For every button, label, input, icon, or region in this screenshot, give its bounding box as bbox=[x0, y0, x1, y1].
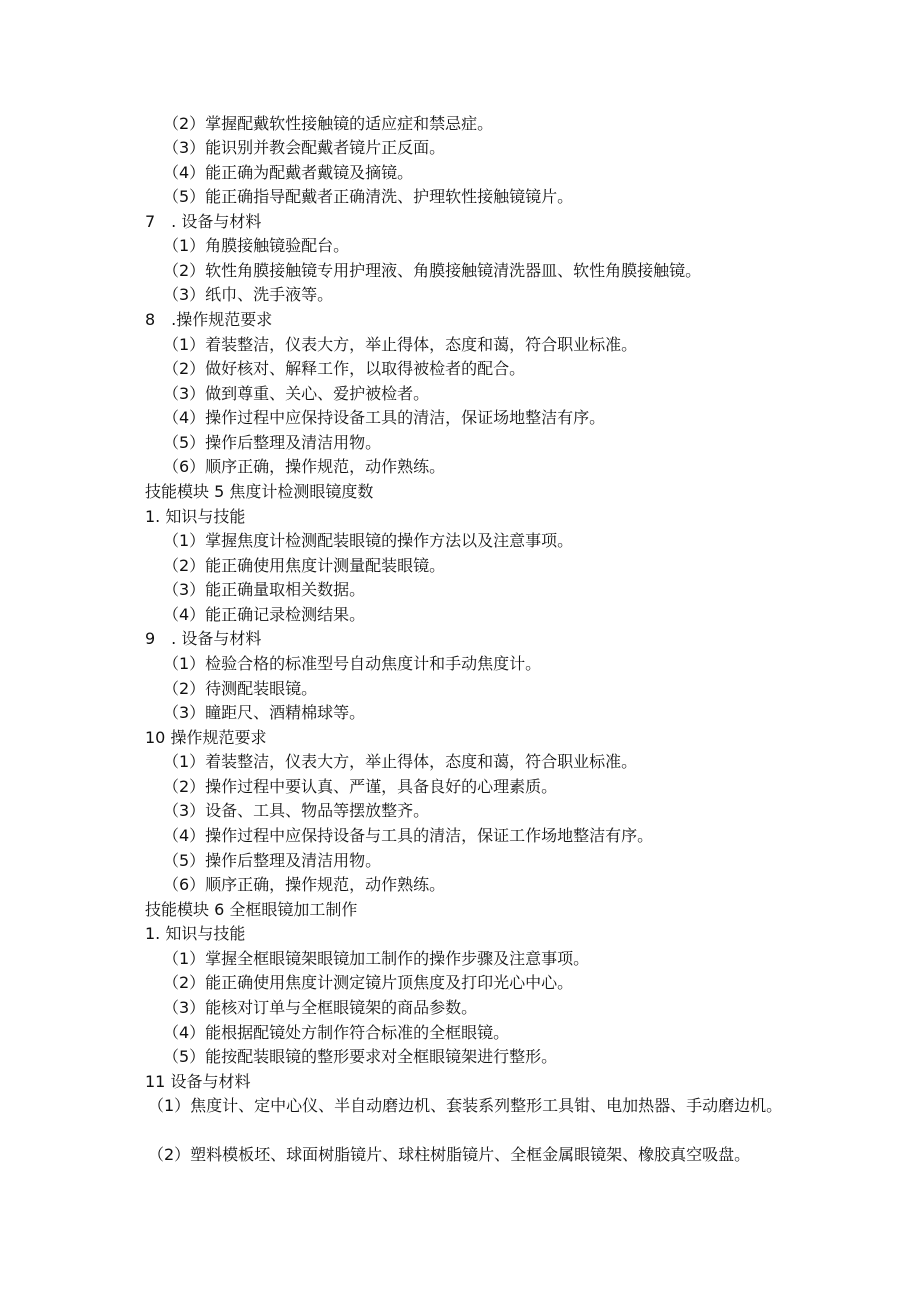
section-heading: 11 设备与材料 bbox=[145, 1072, 251, 1091]
section-heading: 10 操作规范要求 bbox=[145, 728, 267, 747]
list-item: （3）能正确量取相关数据。 bbox=[163, 580, 366, 599]
list-item: （3）瞳距尺、酒精棉球等。 bbox=[163, 703, 366, 722]
list-item: （3）做到尊重、关心、爱护被检者。 bbox=[163, 384, 430, 403]
section-heading: 9 . 设备与材料 bbox=[145, 629, 262, 648]
list-item: （4）操作过程中应保持设备工具的清洁，保证场地整洁有序。 bbox=[163, 408, 606, 427]
list-item: （4）能根据配镜处方制作符合标准的全框眼镜。 bbox=[163, 1023, 510, 1042]
list-item: （5）操作后整理及清洁用物。 bbox=[163, 851, 382, 870]
list-item: （1）检验合格的标准型号自动焦度计和手动焦度计。 bbox=[163, 654, 542, 673]
list-item: （3）能核对订单与全框眼镜架的商品参数。 bbox=[163, 998, 478, 1017]
list-item: （3）纸巾、洗手液等。 bbox=[163, 285, 334, 304]
list-item: （2）做好核对、解释工作，以取得被检者的配合。 bbox=[163, 359, 526, 378]
list-item: （6）顺序正确，操作规范，动作熟练。 bbox=[163, 457, 446, 476]
list-item: （4）能正确为配戴者戴镜及摘镜。 bbox=[163, 163, 414, 182]
module-title: 技能模块 6 全框眼镜加工制作 bbox=[145, 900, 358, 919]
section-heading: 1. 知识与技能 bbox=[145, 507, 246, 526]
list-paragraph: （1）焦度计、定中心仪、半自动磨边机、套装系列整形工具钳、电加热器、手动磨边机。 bbox=[148, 1096, 783, 1115]
list-item: （5）操作后整理及清洁用物。 bbox=[163, 433, 382, 452]
list-item: （1）着装整洁，仪表大方，举止得体，态度和蔼，符合职业标准。 bbox=[163, 335, 638, 354]
list-item: （1）着装整洁，仪表大方，举止得体，态度和蔼，符合职业标准。 bbox=[163, 752, 638, 771]
section-heading: 8 .操作规范要求 bbox=[145, 310, 273, 329]
list-item: （3）能识别并教会配戴者镜片正反面。 bbox=[163, 138, 446, 157]
list-item: （2）能正确使用焦度计测定镜片顶焦度及打印光心中心。 bbox=[163, 973, 574, 992]
list-item: （2）掌握配戴软性接触镜的适应症和禁忌症。 bbox=[163, 114, 494, 133]
list-item: （2）待测配装眼镜。 bbox=[163, 679, 318, 698]
list-item: （1）掌握焦度计检测配装眼镜的操作方法以及注意事项。 bbox=[163, 531, 574, 550]
list-item: （5）能正确指导配戴者正确清洗、护理软性接触镜镜片。 bbox=[163, 187, 574, 206]
list-paragraph: （2）塑料模板坯、球面树脂镜片、球柱树脂镜片、全框金属眼镜架、橡胶真空吸盘。 bbox=[148, 1145, 751, 1164]
section-heading: 1. 知识与技能 bbox=[145, 924, 246, 943]
list-item: （5）能按配装眼镜的整形要求对全框眼镜架进行整形。 bbox=[163, 1047, 558, 1066]
list-item: （1）角膜接触镜验配台。 bbox=[163, 236, 350, 255]
list-item: （2）操作过程中要认真、严谨，具备良好的心理素质。 bbox=[163, 777, 558, 796]
list-item: （6）顺序正确，操作规范，动作熟练。 bbox=[163, 875, 446, 894]
list-item: （4）操作过程中应保持设备与工具的清洁，保证工作场地整洁有序。 bbox=[163, 826, 654, 845]
section-heading: 7 . 设备与材料 bbox=[145, 212, 262, 231]
module-title: 技能模块 5 焦度计检测眼镜度数 bbox=[145, 482, 374, 501]
list-item: （1）掌握全框眼镜架眼镜加工制作的操作步骤及注意事项。 bbox=[163, 949, 590, 968]
list-item: （3）设备、工具、物品等摆放整齐。 bbox=[163, 801, 430, 820]
list-item: （2）软性角膜接触镜专用护理液、角膜接触镜清洗器皿、软性角膜接触镜。 bbox=[163, 261, 702, 280]
list-item: （4）能正确记录检测结果。 bbox=[163, 605, 366, 624]
list-item: （2）能正确使用焦度计测量配装眼镜。 bbox=[163, 556, 446, 575]
